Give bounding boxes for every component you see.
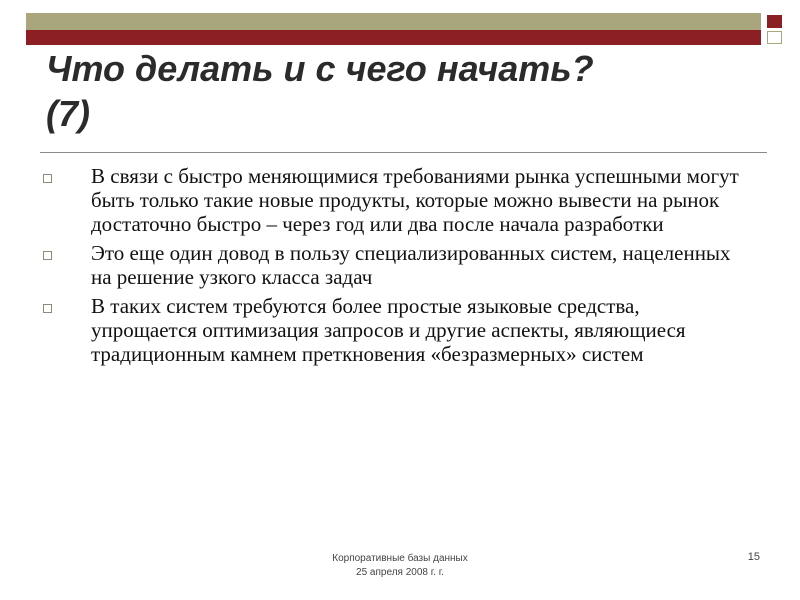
bullet-item <box>40 241 740 289</box>
bullet-text: В связи с быстро меняющимися требованиями рынка успешными могут быть только такие новые продукты, которые можно вывести на рынок достаточно быстро – через год или два после начала разработки <box>91 164 739 236</box>
header-maroon-bar <box>26 30 761 45</box>
footer-line-1: Корпоративные базы данных <box>332 553 468 564</box>
footer <box>250 552 550 580</box>
corner-square-filled <box>767 15 782 28</box>
bullet-text: В таких систем требуются более простые языковые средства, упрощается оптимизация запросов и другие аспекты, являющиеся традиционным камнем преткновения «безразмерных» систем <box>91 294 686 366</box>
square-outline-icon <box>43 304 52 313</box>
square-outline-icon <box>43 174 52 183</box>
slide-title <box>46 46 746 136</box>
header-olive-bar <box>26 13 761 30</box>
corner-square-outline <box>767 31 782 44</box>
bullet-item <box>40 294 740 366</box>
title-line-2: (7) <box>46 93 90 134</box>
bullet-item <box>40 164 740 236</box>
bullet-text: Это еще один довод в пользу специализированных систем, нацеленных на решение узкого класса задач <box>91 241 731 289</box>
title-line-1: Что делать и с чего начать? <box>46 48 594 89</box>
bullet-list <box>40 164 740 371</box>
page-number: 15 <box>747 551 760 563</box>
square-outline-icon <box>43 251 52 260</box>
title-divider <box>40 152 767 153</box>
footer-line-2: 25 апреля 2008 г. г. <box>356 567 444 578</box>
